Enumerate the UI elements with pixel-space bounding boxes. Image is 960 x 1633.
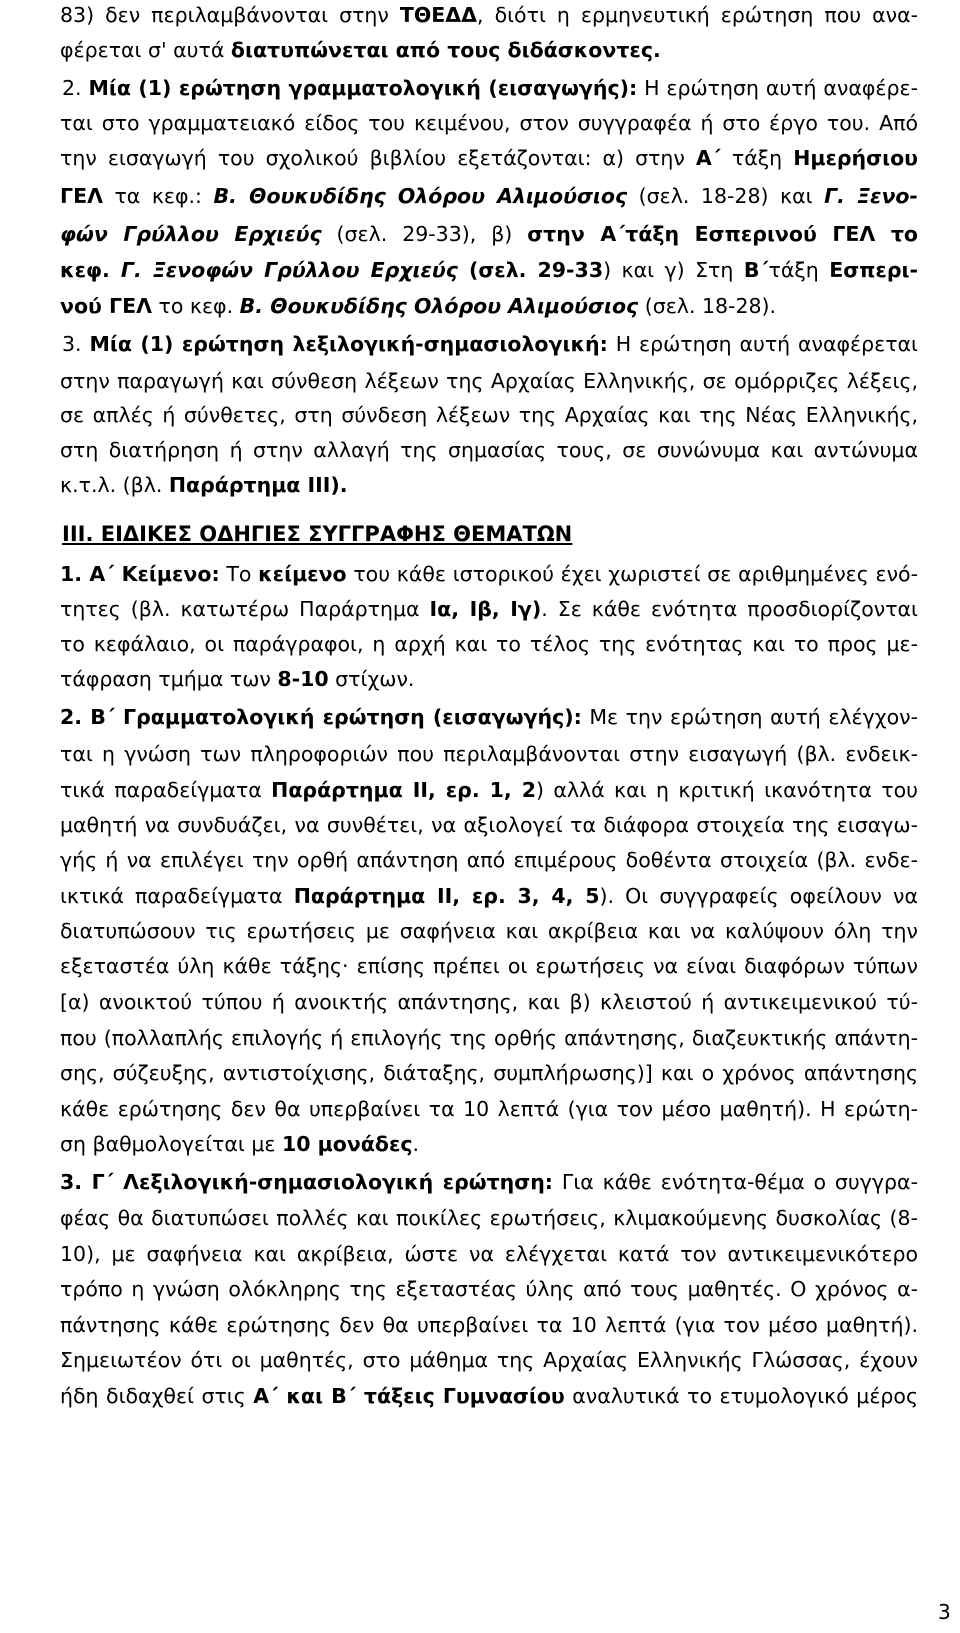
- text-run: ΓΕΛ: [60, 184, 103, 208]
- text-run: Α΄ Κείμενο:: [89, 562, 220, 586]
- text-run: .: [412, 1132, 420, 1156]
- text-run: 83) δεν περιλαμβάνονται στην: [60, 3, 400, 27]
- text-line: [60, 1241, 918, 1267]
- text-line: [60, 918, 918, 944]
- text-run: την εισαγωγή του σχολικού βιβλίου εξετάζονται: α) στην: [60, 146, 696, 170]
- text-run: τικά παραδείγματα: [60, 778, 272, 802]
- text-line: [60, 741, 918, 767]
- text-run: φέας θα διατυπώσει πολλές και ποικίλες ερωτήσεις, κλιμακούμενης δυσκολίας (8-: [60, 1206, 918, 1230]
- text-line: [60, 847, 918, 873]
- text-line: [62, 75, 918, 101]
- text-run: ) και γ) Στη: [603, 258, 744, 282]
- text-run: (σελ. 18-28).: [638, 294, 777, 318]
- text-run: (σελ. 29-33: [457, 258, 604, 282]
- text-line: [60, 883, 918, 909]
- text-run: κεφ.: [60, 258, 121, 282]
- text-run: (σελ. 18-28) και: [627, 184, 825, 208]
- text-run: Το: [219, 562, 259, 586]
- text-line: [60, 596, 918, 622]
- text-run: ΤΘΕΔΔ: [399, 3, 478, 27]
- text-run: ση βαθμολογείται με: [60, 1132, 282, 1156]
- text-run: Παράρτημα ΙΙΙ).: [168, 473, 348, 497]
- text-run: ) αλλά και η κριτική ικανότητα του: [535, 778, 918, 802]
- text-run: Β΄: [743, 258, 769, 282]
- text-run: ΕΙΔΙΚΕΣ ΟΔΗΓΙΕΣ ΣΥΓΓΡΑΦΗΣ ΘΕΜΑΤΩΝ: [100, 522, 573, 546]
- text-run: τητες (βλ. κατωτέρω Παράρτημα: [60, 597, 430, 621]
- text-run: ικτικά παραδείγματα: [60, 884, 294, 908]
- text-run: Παράρτημα ΙΙ, ερ. 3, 4, 5: [293, 884, 600, 908]
- text-line: [60, 37, 661, 63]
- text-line: [60, 989, 918, 1015]
- text-line: [60, 1312, 918, 1338]
- text-run: αναλυτικά το ετυμολογικό μέρος: [564, 1384, 918, 1408]
- text-run: του κάθε ιστορικού έχει χωριστεί σε αριθμημένες ενό-: [346, 562, 918, 586]
- text-run: ται στο γραμματειακό είδος του κειμένου, στον συγγραφέα ή στο έργο του. Από: [60, 111, 918, 135]
- text-run: το κεφ.: [151, 294, 240, 318]
- text-run: κείμενο: [258, 562, 347, 586]
- text-run: 8-10: [277, 667, 329, 691]
- text-line: [60, 953, 918, 979]
- text-line: [60, 1060, 918, 1086]
- text-line: [60, 1096, 918, 1122]
- text-run: Γ. Ξενο-: [824, 184, 918, 208]
- text-run: στίχων.: [328, 667, 415, 691]
- text-run: Για κάθε ενότητα-θέμα ο συγγρα-: [553, 1170, 918, 1194]
- text-line: [60, 1025, 918, 1051]
- text-line: [60, 110, 918, 136]
- text-line: [60, 368, 918, 394]
- text-run: φέρεται σ' αυτά: [60, 38, 231, 62]
- text-run: 1.: [60, 562, 90, 586]
- text-run: Μία (1) ερώτηση γραμματολογική (εισαγωγής):: [88, 76, 638, 100]
- text-run: τρόπο η γνώση ολόκληρης της εξεταστέας ύλης από τους μαθητές. Ο χρόνος α-: [60, 1277, 918, 1301]
- text-run: νού ΓΕΛ: [60, 294, 152, 318]
- text-run: στην παραγωγή και σύνθεση λέξεων της Αρχαίας Ελληνικής, σε ομόρριζες λέξεις,: [60, 369, 918, 393]
- text-run: Μία (1) ερώτηση λεξιλογική-σημασιολογική:: [89, 332, 608, 356]
- text-run: Α΄ και Β΄ τάξεις Γυμνασίου: [253, 1384, 565, 1408]
- text-run: Εσπερι-: [829, 258, 919, 282]
- text-run: Β. Θουκυδίδης Ολόρου Αλιμούσιος: [213, 184, 628, 208]
- text-line: [60, 1205, 918, 1231]
- text-line: [60, 1276, 918, 1302]
- text-run: σης, σύζευξης, αντιστοίχισης, διάταξης, συμπλήρωσης)] και ο χρόνος απάντησης: [60, 1061, 918, 1085]
- text-run: Η ερώτηση αυτή αναφέρε-: [637, 76, 918, 100]
- text-run: Β΄ Γραμματολογική ερώτηση (εισαγωγής):: [90, 705, 582, 729]
- text-run: μαθητή να συνδυάζει, να συνθέτει, να αξιολογεί τα διάφορα στοιχεία της εισαγω-: [60, 813, 918, 837]
- text-line: [60, 293, 776, 319]
- text-line: [60, 257, 918, 283]
- text-run: φών Γρύλλου Ερχιεύς: [60, 222, 322, 246]
- text-line: [60, 145, 918, 171]
- text-line: [60, 437, 918, 463]
- text-run: Ια, Ιβ, Ιγ): [429, 597, 542, 621]
- text-line: [60, 631, 918, 657]
- text-run: διατυπώσουν τις ερωτήσεις με σαφήνεια και ακρίβεια και να καλύψουν όλη την: [60, 919, 918, 943]
- text-line: [60, 183, 918, 209]
- text-run: που (πολλαπλής επιλογής ή επιλογής της ορθής απάντησης, διαζευκτικής απάντη-: [60, 1026, 918, 1050]
- text-run: , διότι η ερμηνευτική ερώτηση που ανα-: [477, 3, 919, 27]
- text-run: ΙΙΙ.: [62, 522, 101, 546]
- text-run: 3.: [60, 1170, 92, 1194]
- text-line: [60, 777, 918, 803]
- text-run: Παράρτημα ΙΙ, ερ. 1, 2: [271, 778, 536, 802]
- text-line: [60, 666, 414, 692]
- text-line: [62, 521, 572, 547]
- text-run: τα κεφ.:: [102, 184, 214, 208]
- text-run: ). Οι συγγραφείς οφείλουν να: [599, 884, 918, 908]
- text-run: εξεταστέα ύλη κάθε τάξης· επίσης πρέπει οι ερωτήσεις να είναι διαφόρων τύπων: [60, 954, 918, 978]
- text-run: (σελ. 29-33), β): [321, 222, 528, 246]
- text-run: πάντησης κάθε ερώτησης δεν θα υπερβαίνει τα 10 λεπτά (για τον μέσο μαθητή).: [60, 1313, 918, 1337]
- text-line: [60, 472, 348, 498]
- text-run: στη διατήρηση ή στην αλλαγή της σημασίας τους, σε συνώνυμα και αντώνυμα: [60, 438, 918, 462]
- text-run: [α) ανοικτού τύπου ή ανοικτής απάντησης, και β) κλειστού ή αντικειμενικού τύ-: [60, 990, 918, 1014]
- text-run: διατυπώνεται από τους διδάσκοντες.: [230, 38, 661, 62]
- text-run: Με την ερώτηση αυτή ελέγχον-: [581, 705, 918, 729]
- text-run: Γ΄ Λεξιλογική-σημασιολογική ερώτηση:: [91, 1170, 554, 1194]
- text-line: [60, 2, 918, 28]
- text-run: Γ. Ξενοφών Γρύλλου Ερχιεύς: [120, 258, 458, 282]
- text-line: [62, 331, 918, 357]
- text-line: [60, 221, 918, 247]
- text-line: [60, 812, 918, 838]
- text-run: ται η γνώση των πληροφοριών που περιλαμβάνονται στην εισαγωγή (βλ. ενδεικ-: [60, 742, 918, 766]
- text-run: 10), με σαφήνεια και ακρίβεια, ώστε να ελέγχεται κατά τον αντικειμενικότερο: [60, 1242, 918, 1266]
- text-run: Α΄: [695, 146, 721, 170]
- text-line: [60, 704, 918, 730]
- text-run: το κεφάλαιο, οι παράγραφοι, η αρχή και το τέλος της ενότητας και το προς με-: [60, 632, 918, 656]
- text-run: . Σε κάθε ενότητα προσδιορίζονται: [541, 597, 918, 621]
- text-run: σε απλές ή σύνθετες, στη σύνδεση λέξεων της Αρχαίας και της Νέας Ελληνικής,: [60, 403, 918, 427]
- text-line: [60, 1131, 419, 1157]
- text-run: Η ερώτηση αυτή αναφέρεται: [607, 332, 918, 356]
- text-run: 2.: [62, 76, 89, 100]
- text-run: τάφραση τμήμα των: [60, 667, 278, 691]
- text-run: Ημερήσιου: [793, 146, 919, 170]
- text-line: [60, 1347, 918, 1373]
- text-run: 3.: [62, 332, 90, 356]
- text-run: στην Α΄τάξη Εσπερινού ΓΕΛ το: [527, 222, 918, 246]
- text-line: [60, 402, 918, 428]
- text-run: τάξη: [768, 258, 830, 282]
- text-run: γής ή να επιλέγει την ορθή απάντηση από επιμέρους δοθέντα στοιχεία (βλ. ενδε-: [60, 848, 918, 872]
- text-run: ήδη διδαχθεί στις: [60, 1384, 254, 1408]
- page-number: 3: [938, 1600, 951, 1624]
- text-run: Β. Θουκυδίδης Ολόρου Αλιμούσιος: [239, 294, 639, 318]
- text-line: [60, 1383, 918, 1409]
- text-run: 2.: [60, 705, 91, 729]
- text-run: κ.τ.λ. (βλ.: [60, 473, 169, 497]
- text-run: 10 μονάδες: [282, 1132, 413, 1156]
- text-line: [60, 1169, 918, 1195]
- text-run: Σημειωτέον ότι οι μαθητές, στο μάθημα της Αρχαίας Ελληνικής Γλώσσας, έχουν: [60, 1348, 918, 1372]
- text-run: τάξη: [720, 146, 794, 170]
- text-run: κάθε ερώτησης δεν θα υπερβαίνει τα 10 λεπτά (για τον μέσο μαθητή). Η ερώτη-: [60, 1097, 918, 1121]
- text-line: [60, 561, 918, 587]
